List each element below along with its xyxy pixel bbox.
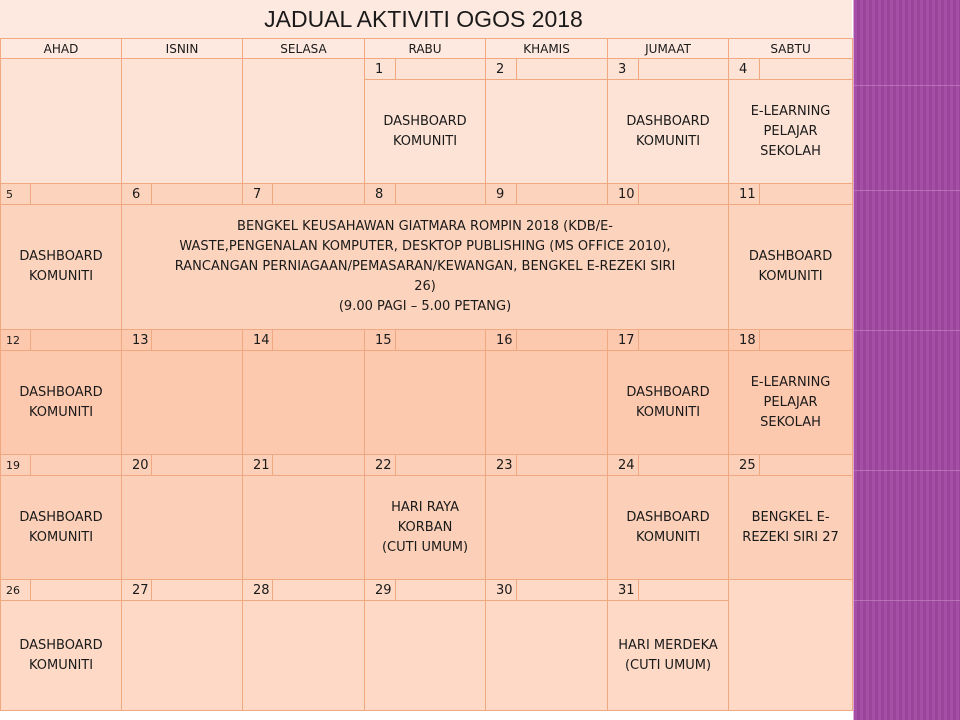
title-row <box>0 0 852 39</box>
decorative-side-panel <box>853 0 960 720</box>
date-number: 27 <box>122 580 152 601</box>
date-spacer <box>31 580 122 601</box>
date-number: 14 <box>243 330 273 351</box>
event-cell <box>608 601 729 711</box>
date-number: 25 <box>729 455 760 476</box>
event-line: KOMUNITI <box>635 133 701 149</box>
date-number: 22 <box>365 455 396 476</box>
date-spacer <box>31 330 122 351</box>
event-line: PELAJAR <box>763 394 818 410</box>
event-line: DASHBOARD <box>383 113 467 129</box>
date-spacer <box>760 455 853 476</box>
event-cell <box>608 80 729 184</box>
empty-cell <box>122 59 243 184</box>
date-spacer <box>273 580 365 601</box>
date-spacer <box>31 184 122 205</box>
date-spacer <box>152 455 243 476</box>
event-line: KOMUNITI <box>392 133 458 149</box>
event-line: HARI MERDEKA <box>618 637 718 653</box>
date-number: 30 <box>486 580 517 601</box>
event-line: DASHBOARD <box>19 249 103 264</box>
event-cell <box>1 205 122 330</box>
empty-cell <box>1 59 122 184</box>
date-number: 16 <box>486 330 517 351</box>
date-number: 2 <box>486 59 517 80</box>
calendar-table <box>0 38 853 711</box>
date-number: 5 <box>1 184 31 205</box>
event-line: (9.00 PAGI – 5.00 PETANG) <box>338 299 512 314</box>
day-header-isnin: ISNIN <box>122 39 243 59</box>
event-line: DASHBOARD <box>626 384 710 400</box>
day-header-selasa: SELASA <box>243 39 365 59</box>
date-spacer <box>639 330 729 351</box>
date-number: 24 <box>608 455 639 476</box>
event-line: BENGKEL E- <box>751 509 830 525</box>
date-spacer <box>152 580 243 601</box>
event-line: HARI RAYA <box>391 499 459 515</box>
event-line: DASHBOARD <box>626 509 710 525</box>
event-line: 26) <box>414 279 436 294</box>
date-spacer <box>396 184 486 205</box>
date-number: 1 <box>365 59 396 80</box>
panel-stripe <box>854 190 960 191</box>
date-number: 19 <box>1 455 31 476</box>
week3-date-row <box>1 330 853 351</box>
event-cell <box>365 476 486 580</box>
event-line: E-LEARNING <box>750 103 831 119</box>
date-spacer <box>396 455 486 476</box>
date-spacer <box>152 330 243 351</box>
empty-cell <box>243 601 365 711</box>
event-cell <box>1 476 122 580</box>
date-spacer <box>517 59 608 80</box>
event-line: KOMUNITI <box>635 404 701 420</box>
empty-cell <box>486 476 608 580</box>
event-cell <box>729 205 853 330</box>
date-spacer <box>396 59 486 80</box>
date-number: 11 <box>729 184 760 205</box>
event-line: DASHBOARD <box>19 637 103 653</box>
week1-date-row <box>1 59 853 80</box>
empty-cell <box>486 351 608 455</box>
date-spacer <box>517 455 608 476</box>
panel-stripe <box>854 85 960 86</box>
week5-event-row <box>1 601 853 711</box>
event-line: KORBAN <box>397 519 453 535</box>
event-cell <box>1 351 122 455</box>
event-cell <box>608 476 729 580</box>
empty-cell <box>729 580 853 711</box>
event-line: (CUTI UMUM) <box>381 539 469 555</box>
event-line: SEKOLAH <box>760 414 821 430</box>
day-header-jumaat: JUMAAT <box>608 39 729 59</box>
date-number: 29 <box>365 580 396 601</box>
event-line: RANCANGAN PERNIAGAAN/PEMASARAN/KEWANGAN, BENGKEL E-REZEKI SIRI <box>174 259 676 274</box>
panel-stripe <box>854 600 960 601</box>
week3-event-row <box>1 351 853 455</box>
day-header-khamis: KHAMIS <box>486 39 608 59</box>
panel-stripe <box>854 470 960 471</box>
event-line: BENGKEL KEUSAHAWAN GIATMARA ROMPIN 2018 (KDB/E- <box>237 219 613 234</box>
event-line: WASTE,PENGENALAN KOMPUTER, DESKTOP PUBLISHING (MS OFFICE 2010), <box>179 239 671 254</box>
event-line: KOMUNITI <box>28 269 94 284</box>
day-header-rabu: RABU <box>365 39 486 59</box>
event-line: E-LEARNING <box>750 374 831 390</box>
date-spacer <box>396 580 486 601</box>
event-line: (CUTI UMUM) <box>624 657 712 673</box>
event-line: SEKOLAH <box>760 143 821 159</box>
event-cell <box>729 476 853 580</box>
event-line: DASHBOARD <box>748 249 833 264</box>
date-number: 3 <box>608 59 639 80</box>
week5-date-row <box>1 580 853 601</box>
date-number: 13 <box>122 330 152 351</box>
week4-date-row <box>1 455 853 476</box>
empty-cell <box>243 476 365 580</box>
day-header-row <box>1 39 853 59</box>
date-number: 26 <box>1 580 31 601</box>
panel-stripe <box>854 330 960 331</box>
date-spacer <box>31 455 122 476</box>
date-number: 10 <box>608 184 639 205</box>
event-line: KOMUNITI <box>28 657 94 673</box>
date-number: 31 <box>608 580 639 601</box>
date-spacer <box>273 184 365 205</box>
date-spacer <box>639 59 729 80</box>
empty-cell <box>122 476 243 580</box>
event-line: PELAJAR <box>763 123 818 139</box>
empty-cell <box>486 601 608 711</box>
event-cell <box>608 351 729 455</box>
event-line: DASHBOARD <box>19 509 103 525</box>
date-spacer <box>639 455 729 476</box>
event-cell <box>365 80 486 184</box>
empty-cell <box>365 601 486 711</box>
empty-cell <box>365 351 486 455</box>
day-header-sabtu: SABTU <box>729 39 853 59</box>
date-spacer <box>639 580 729 601</box>
date-number: 21 <box>243 455 273 476</box>
date-spacer <box>517 580 608 601</box>
date-spacer <box>760 184 853 205</box>
week4-event-row <box>1 476 853 580</box>
date-number: 20 <box>122 455 152 476</box>
event-line: KOMUNITI <box>28 529 94 545</box>
day-header-ahad: AHAD <box>1 39 122 59</box>
event-cell <box>729 351 853 455</box>
week2-event-row <box>1 205 853 330</box>
date-spacer <box>152 184 243 205</box>
date-spacer <box>760 330 853 351</box>
event-cell <box>729 80 853 184</box>
date-number: 18 <box>729 330 760 351</box>
empty-cell <box>122 601 243 711</box>
event-line: KOMUNITI <box>758 269 823 284</box>
empty-cell <box>486 80 608 184</box>
date-spacer <box>273 330 365 351</box>
page-title: JADUAL AKTIVITI OGOS 2018 <box>264 5 583 32</box>
date-spacer <box>273 455 365 476</box>
event-line: DASHBOARD <box>19 384 103 400</box>
date-number: 28 <box>243 580 273 601</box>
date-number: 9 <box>486 184 517 205</box>
week2-date-row <box>1 184 853 205</box>
empty-cell <box>243 351 365 455</box>
event-line: DASHBOARD <box>626 113 710 129</box>
date-spacer <box>760 59 853 80</box>
date-number: 17 <box>608 330 639 351</box>
event-line: KOMUNITI <box>28 404 94 420</box>
date-spacer <box>517 330 608 351</box>
event-line: KOMUNITI <box>635 529 701 545</box>
date-number: 23 <box>486 455 517 476</box>
date-number: 4 <box>729 59 760 80</box>
event-cell <box>1 601 122 711</box>
bengkel-event-cell <box>122 205 729 330</box>
date-number: 8 <box>365 184 396 205</box>
date-number: 7 <box>243 184 273 205</box>
date-number: 12 <box>1 330 31 351</box>
date-number: 6 <box>122 184 152 205</box>
date-spacer <box>639 184 729 205</box>
empty-cell <box>122 351 243 455</box>
event-line: REZEKI SIRI 27 <box>742 529 839 545</box>
date-number: 15 <box>365 330 396 351</box>
date-spacer <box>517 184 608 205</box>
date-spacer <box>396 330 486 351</box>
empty-cell <box>243 59 365 184</box>
